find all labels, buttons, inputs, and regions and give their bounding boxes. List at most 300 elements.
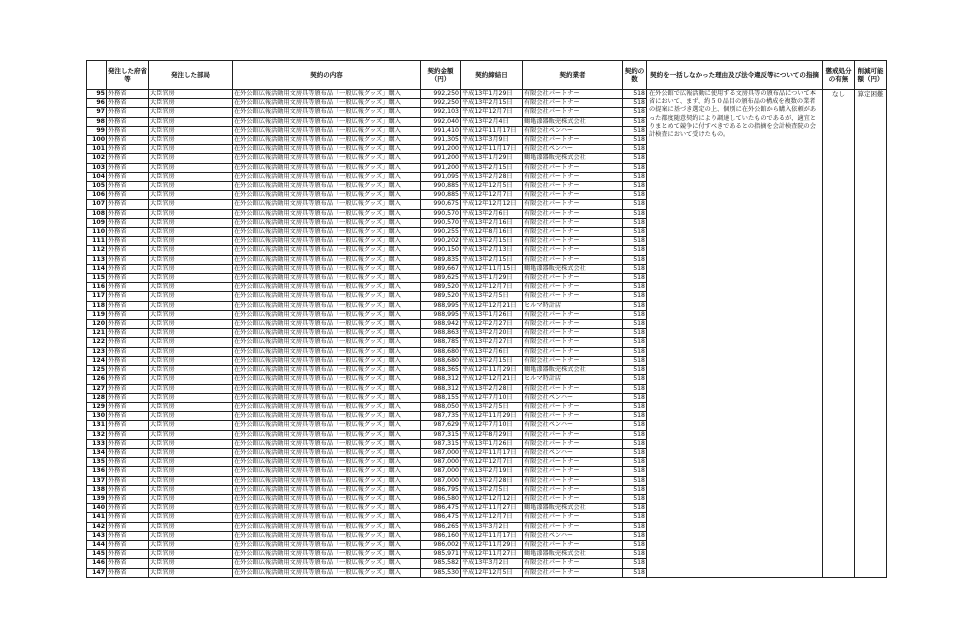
row-number: 141 xyxy=(87,513,107,522)
vendor-cell: 有限会社パートナー xyxy=(523,255,623,264)
vendor-cell: 鶴亀漆器販売株式会社 xyxy=(523,550,623,559)
ministry-cell: 外務省 xyxy=(107,136,149,145)
date-cell: 平成12年2月27日 xyxy=(461,320,523,329)
date-cell: 平成12年11月27日 xyxy=(461,504,523,513)
count-cell: 518 xyxy=(623,191,647,200)
bureau-cell: 大臣官房 xyxy=(149,494,233,503)
ministry-cell: 外務省 xyxy=(107,366,149,375)
date-cell: 平成12年8月29日 xyxy=(461,430,523,439)
content-cell: 在外公館広報活動用文房具等頒布品「一般広報グッズ」購入 xyxy=(233,200,421,209)
vendor-cell: 有限会社パートナー xyxy=(523,90,623,99)
ministry-cell: 外務省 xyxy=(107,568,149,577)
content-cell: 在外公館広報活動用文房具等頒布品「一般広報グッズ」購入 xyxy=(233,513,421,522)
bureau-cell: 大臣官房 xyxy=(149,292,233,301)
vendor-cell: 有限会社パートナー xyxy=(523,108,623,117)
row-number: 110 xyxy=(87,228,107,237)
vendor-cell: 鶴亀漆器販売株式会社 xyxy=(523,264,623,273)
row-number: 135 xyxy=(87,458,107,467)
table-row xyxy=(87,90,887,99)
date-cell: 平成13年2月6日 xyxy=(461,347,523,356)
amount-cell: 988,995 xyxy=(421,301,461,310)
ministry-cell: 外務省 xyxy=(107,237,149,246)
date-cell: 平成13年2月16日 xyxy=(461,218,523,227)
content-cell: 在外公館広報活動用文房具等頒布品「一般広報グッズ」購入 xyxy=(233,246,421,255)
date-cell: 平成13年2月28日 xyxy=(461,172,523,181)
date-cell: 平成12年12月7日 xyxy=(461,108,523,117)
content-cell: 在外公館広報活動用文房具等頒布品「一般広報グッズ」購入 xyxy=(233,458,421,467)
row-number: 102 xyxy=(87,154,107,163)
content-cell: 在外公館広報活動用文房具等頒布品「一般広報グッズ」購入 xyxy=(233,375,421,384)
count-cell: 518 xyxy=(623,439,647,448)
count-cell: 518 xyxy=(623,283,647,292)
amount-cell: 988,680 xyxy=(421,347,461,356)
date-cell: 平成12年8月16日 xyxy=(461,228,523,237)
row-number: 112 xyxy=(87,246,107,255)
bureau-cell: 大臣官房 xyxy=(149,329,233,338)
vendor-cell: 有限会社ペンハー xyxy=(523,531,623,540)
amount-cell: 987,000 xyxy=(421,448,461,457)
count-cell: 518 xyxy=(623,320,647,329)
bureau-cell: 大臣官房 xyxy=(149,246,233,255)
content-cell: 在外公館広報活動用文房具等頒布品「一般広報グッズ」購入 xyxy=(233,393,421,402)
content-cell: 在外公館広報活動用文房具等頒布品「一般広報グッズ」購入 xyxy=(233,338,421,347)
vendor-cell: 有限会社パートナー xyxy=(523,540,623,549)
amount-cell: 988,680 xyxy=(421,356,461,365)
amount-cell: 990,570 xyxy=(421,218,461,227)
ministry-cell: 外務省 xyxy=(107,421,149,430)
header-punishment: 懲戒処分の有無 xyxy=(823,61,855,90)
date-cell: 平成12年12月7日 xyxy=(461,191,523,200)
reason-note: 在外公館で広報活動に使用する文房具等の頒布品について本省において、まず、約５０品目の頒布品の構成を複数の業者の提案に基づき選定の上、個別に在外公館から購入依頼があった都度随意契約により調達していたものであるが、適宜とりまとめて競争に付すべきであるとの指摘を会計検査院の会計検査において受けたもの。 xyxy=(647,90,823,578)
header-date: 契約締結日 xyxy=(461,61,523,90)
row-number: 105 xyxy=(87,182,107,191)
amount-cell: 992,103 xyxy=(421,108,461,117)
amount-cell: 988,365 xyxy=(421,366,461,375)
amount-cell: 987,315 xyxy=(421,430,461,439)
row-number: 119 xyxy=(87,310,107,319)
content-cell: 在外公館広報活動用文房具等頒布品「一般広報グッズ」購入 xyxy=(233,439,421,448)
content-cell: 在外公館広報活動用文房具等頒布品「一般広報グッズ」購入 xyxy=(233,448,421,457)
ministry-cell: 外務省 xyxy=(107,126,149,135)
amount-cell: 987,629 xyxy=(421,421,461,430)
ministry-cell: 外務省 xyxy=(107,531,149,540)
ministry-cell: 外務省 xyxy=(107,393,149,402)
content-cell: 在外公館広報活動用文房具等頒布品「一般広報グッズ」購入 xyxy=(233,136,421,145)
bureau-cell: 大臣官房 xyxy=(149,458,233,467)
content-cell: 在外公館広報活動用文房具等頒布品「一般広報グッズ」購入 xyxy=(233,108,421,117)
bureau-cell: 大臣官房 xyxy=(149,412,233,421)
content-cell: 在外公館広報活動用文房具等頒布品「一般広報グッズ」購入 xyxy=(233,191,421,200)
content-cell: 在外公館広報活動用文房具等頒布品「一般広報グッズ」購入 xyxy=(233,237,421,246)
content-cell: 在外公館広報活動用文房具等頒布品「一般広報グッズ」購入 xyxy=(233,485,421,494)
row-number: 109 xyxy=(87,218,107,227)
ministry-cell: 外務省 xyxy=(107,163,149,172)
count-cell: 518 xyxy=(623,531,647,540)
bureau-cell: 大臣官房 xyxy=(149,136,233,145)
amount-cell: 991,200 xyxy=(421,163,461,172)
amount-cell: 986,475 xyxy=(421,513,461,522)
count-cell: 518 xyxy=(623,200,647,209)
count-cell: 518 xyxy=(623,467,647,476)
vendor-cell: 有限会社パートナー xyxy=(523,191,623,200)
count-cell: 518 xyxy=(623,384,647,393)
bureau-cell: 大臣官房 xyxy=(149,274,233,283)
bureau-cell: 大臣官房 xyxy=(149,485,233,494)
ministry-cell: 外務省 xyxy=(107,218,149,227)
row-number: 95 xyxy=(87,90,107,99)
vendor-cell: 有限会社パートナー xyxy=(523,329,623,338)
date-cell: 平成13年1月29日 xyxy=(461,274,523,283)
vendor-cell: 有限会社ペンハー xyxy=(523,145,623,154)
amount-cell: 986,002 xyxy=(421,540,461,549)
date-cell: 平成12年7月10日 xyxy=(461,393,523,402)
ministry-cell: 外務省 xyxy=(107,504,149,513)
vendor-cell: 有限会社パートナー xyxy=(523,99,623,108)
count-cell: 518 xyxy=(623,494,647,503)
vendor-cell: ヒルマ時計店 xyxy=(523,301,623,310)
bureau-cell: 大臣官房 xyxy=(149,504,233,513)
count-cell: 518 xyxy=(623,430,647,439)
header-content: 契約の内容 xyxy=(233,61,421,90)
bureau-cell: 大臣官房 xyxy=(149,145,233,154)
amount-cell: 992,250 xyxy=(421,90,461,99)
count-cell: 518 xyxy=(623,108,647,117)
content-cell: 在外公館広報活動用文房具等頒布品「一般広報グッズ」購入 xyxy=(233,412,421,421)
ministry-cell: 外務省 xyxy=(107,301,149,310)
bureau-cell: 大臣官房 xyxy=(149,320,233,329)
vendor-cell: 有限会社パートナー xyxy=(523,347,623,356)
bureau-cell: 大臣官房 xyxy=(149,513,233,522)
date-cell: 平成13年1月26日 xyxy=(461,439,523,448)
vendor-cell: 有限会社パートナー xyxy=(523,200,623,209)
amount-cell: 985,582 xyxy=(421,559,461,568)
contract-sheet xyxy=(86,60,886,578)
vendor-cell: 有限会社パートナー xyxy=(523,182,623,191)
row-number: 145 xyxy=(87,550,107,559)
vendor-cell: 有限会社パートナー xyxy=(523,467,623,476)
ministry-cell: 外務省 xyxy=(107,412,149,421)
table-body xyxy=(87,90,887,578)
header-count: 契約の数 xyxy=(623,61,647,90)
date-cell: 平成13年2月13日 xyxy=(461,246,523,255)
date-cell: 平成12年11月29日 xyxy=(461,540,523,549)
content-cell: 在外公館広報活動用文房具等頒布品「一般広報グッズ」購入 xyxy=(233,264,421,273)
ministry-cell: 外務省 xyxy=(107,200,149,209)
row-number: 138 xyxy=(87,485,107,494)
ministry-cell: 外務省 xyxy=(107,108,149,117)
amount-cell: 986,160 xyxy=(421,531,461,540)
ministry-cell: 外務省 xyxy=(107,494,149,503)
date-cell: 平成13年2月20日 xyxy=(461,329,523,338)
content-cell: 在外公館広報活動用文房具等頒布品「一般広報グッズ」購入 xyxy=(233,301,421,310)
row-number: 140 xyxy=(87,504,107,513)
count-cell: 518 xyxy=(623,448,647,457)
ministry-cell: 外務省 xyxy=(107,430,149,439)
vendor-cell: 有限会社パートナー xyxy=(523,218,623,227)
amount-cell: 991,305 xyxy=(421,136,461,145)
vendor-cell: 有限会社パートナー xyxy=(523,412,623,421)
row-number: 142 xyxy=(87,522,107,531)
count-cell: 518 xyxy=(623,375,647,384)
row-number: 115 xyxy=(87,274,107,283)
header-bureau: 発注した部局 xyxy=(149,61,233,90)
content-cell: 在外公館広報活動用文房具等頒布品「一般広報グッズ」購入 xyxy=(233,531,421,540)
ministry-cell: 外務省 xyxy=(107,356,149,365)
table-header-row xyxy=(87,61,887,90)
ministry-cell: 外務省 xyxy=(107,375,149,384)
count-cell: 518 xyxy=(623,504,647,513)
count-cell: 518 xyxy=(623,485,647,494)
bureau-cell: 大臣官房 xyxy=(149,356,233,365)
amount-cell: 985,530 xyxy=(421,568,461,577)
date-cell: 平成12年12月5日 xyxy=(461,182,523,191)
row-number: 108 xyxy=(87,209,107,218)
bureau-cell: 大臣官房 xyxy=(149,338,233,347)
row-number: 147 xyxy=(87,568,107,577)
content-cell: 在外公館広報活動用文房具等頒布品「一般広報グッズ」購入 xyxy=(233,356,421,365)
count-cell: 518 xyxy=(623,329,647,338)
count-cell: 518 xyxy=(623,522,647,531)
bureau-cell: 大臣官房 xyxy=(149,99,233,108)
bureau-cell: 大臣官房 xyxy=(149,439,233,448)
content-cell: 在外公館広報活動用文房具等頒布品「一般広報グッズ」購入 xyxy=(233,559,421,568)
count-cell: 518 xyxy=(623,99,647,108)
amount-cell: 990,675 xyxy=(421,200,461,209)
bureau-cell: 大臣官房 xyxy=(149,301,233,310)
ministry-cell: 外務省 xyxy=(107,209,149,218)
bureau-cell: 大臣官房 xyxy=(149,283,233,292)
ministry-cell: 外務省 xyxy=(107,292,149,301)
date-cell: 平成13年2月15日 xyxy=(461,255,523,264)
row-number: 129 xyxy=(87,402,107,411)
bureau-cell: 大臣官房 xyxy=(149,366,233,375)
date-cell: 平成12年12月21日 xyxy=(461,375,523,384)
date-cell: 平成12年11月17日 xyxy=(461,531,523,540)
content-cell: 在外公館広報活動用文房具等頒布品「一般広報グッズ」購入 xyxy=(233,292,421,301)
row-number: 113 xyxy=(87,255,107,264)
row-number: 139 xyxy=(87,494,107,503)
amount-cell: 988,785 xyxy=(421,338,461,347)
header-vendor: 契約業者 xyxy=(523,61,623,90)
ministry-cell: 外務省 xyxy=(107,522,149,531)
bureau-cell: 大臣官房 xyxy=(149,154,233,163)
date-cell: 平成13年2月4日 xyxy=(461,117,523,126)
content-cell: 在外公館広報活動用文房具等頒布品「一般広報グッズ」購入 xyxy=(233,209,421,218)
content-cell: 在外公館広報活動用文房具等頒布品「一般広報グッズ」購入 xyxy=(233,467,421,476)
date-cell: 平成12年11月29日 xyxy=(461,412,523,421)
ministry-cell: 外務省 xyxy=(107,283,149,292)
bureau-cell: 大臣官房 xyxy=(149,550,233,559)
date-cell: 平成13年2月6日 xyxy=(461,209,523,218)
content-cell: 在外公館広報活動用文房具等頒布品「一般広報グッズ」購入 xyxy=(233,494,421,503)
ministry-cell: 外務省 xyxy=(107,540,149,549)
vendor-cell: 有限会社パートナー xyxy=(523,338,623,347)
count-cell: 518 xyxy=(623,182,647,191)
amount-cell: 989,625 xyxy=(421,274,461,283)
date-cell: 平成13年2月5日 xyxy=(461,485,523,494)
amount-cell: 992,250 xyxy=(421,99,461,108)
vendor-cell: 有限会社パートナー xyxy=(523,310,623,319)
row-number: 133 xyxy=(87,439,107,448)
content-cell: 在外公館広報活動用文房具等頒布品「一般広報グッズ」購入 xyxy=(233,163,421,172)
bureau-cell: 大臣官房 xyxy=(149,559,233,568)
content-cell: 在外公館広報活動用文房具等頒布品「一般広報グッズ」購入 xyxy=(233,228,421,237)
reducible-cell: 算定困難 xyxy=(855,90,887,578)
count-cell: 518 xyxy=(623,218,647,227)
vendor-cell: 有限会社ペンハー xyxy=(523,448,623,457)
row-number: 122 xyxy=(87,338,107,347)
date-cell: 平成12年11月17日 xyxy=(461,145,523,154)
count-cell: 518 xyxy=(623,458,647,467)
content-cell: 在外公館広報活動用文房具等頒布品「一般広報グッズ」購入 xyxy=(233,402,421,411)
vendor-cell: 有限会社パートナー xyxy=(523,513,623,522)
count-cell: 518 xyxy=(623,540,647,549)
date-cell: 平成13年1月29日 xyxy=(461,154,523,163)
count-cell: 518 xyxy=(623,402,647,411)
vendor-cell: 有限会社パートナー xyxy=(523,485,623,494)
row-number: 146 xyxy=(87,559,107,568)
content-cell: 在外公館広報活動用文房具等頒布品「一般広報グッズ」購入 xyxy=(233,283,421,292)
vendor-cell: 有限会社パートナー xyxy=(523,246,623,255)
header-ministry: 発注した府省等 xyxy=(107,61,149,90)
ministry-cell: 外務省 xyxy=(107,264,149,273)
bureau-cell: 大臣官房 xyxy=(149,200,233,209)
bureau-cell: 大臣官房 xyxy=(149,172,233,181)
row-number: 106 xyxy=(87,191,107,200)
count-cell: 518 xyxy=(623,209,647,218)
count-cell: 518 xyxy=(623,421,647,430)
content-cell: 在外公館広報活動用文房具等頒布品「一般広報グッズ」購入 xyxy=(233,99,421,108)
count-cell: 518 xyxy=(623,90,647,99)
ministry-cell: 外務省 xyxy=(107,246,149,255)
date-cell: 平成13年3月9日 xyxy=(461,136,523,145)
row-number: 128 xyxy=(87,393,107,402)
vendor-cell: 鶴亀漆器販売株式会社 xyxy=(523,366,623,375)
ministry-cell: 外務省 xyxy=(107,117,149,126)
count-cell: 518 xyxy=(623,393,647,402)
content-cell: 在外公館広報活動用文房具等頒布品「一般広報グッズ」購入 xyxy=(233,90,421,99)
vendor-cell: 有限会社パートナー xyxy=(523,430,623,439)
count-cell: 518 xyxy=(623,412,647,421)
ministry-cell: 外務省 xyxy=(107,485,149,494)
bureau-cell: 大臣官房 xyxy=(149,126,233,135)
date-cell: 平成13年2月15日 xyxy=(461,356,523,365)
vendor-cell: 有限会社パートナー xyxy=(523,172,623,181)
vendor-cell: 有限会社パートナー xyxy=(523,356,623,365)
row-number: 130 xyxy=(87,412,107,421)
date-cell: 平成12年11月17日 xyxy=(461,126,523,135)
count-cell: 518 xyxy=(623,117,647,126)
amount-cell: 987,735 xyxy=(421,412,461,421)
row-number: 136 xyxy=(87,467,107,476)
date-cell: 平成12年12月7日 xyxy=(461,513,523,522)
date-cell: 平成13年1月26日 xyxy=(461,310,523,319)
date-cell: 平成12年11月27日 xyxy=(461,550,523,559)
vendor-cell: 有限会社パートナー xyxy=(523,476,623,485)
vendor-cell: 有限会社パートナー xyxy=(523,163,623,172)
row-number: 124 xyxy=(87,356,107,365)
content-cell: 在外公館広報活動用文房具等頒布品「一般広報グッズ」購入 xyxy=(233,126,421,135)
ministry-cell: 外務省 xyxy=(107,255,149,264)
count-cell: 518 xyxy=(623,255,647,264)
amount-cell: 985,971 xyxy=(421,550,461,559)
vendor-cell: 有限会社パートナー xyxy=(523,136,623,145)
header-no xyxy=(87,61,107,90)
row-number: 143 xyxy=(87,531,107,540)
date-cell: 平成13年3月2日 xyxy=(461,559,523,568)
bureau-cell: 大臣官房 xyxy=(149,228,233,237)
amount-cell: 989,835 xyxy=(421,255,461,264)
bureau-cell: 大臣官房 xyxy=(149,237,233,246)
content-cell: 在外公館広報活動用文房具等頒布品「一般広報グッズ」購入 xyxy=(233,347,421,356)
vendor-cell: 有限会社パートナー xyxy=(523,320,623,329)
ministry-cell: 外務省 xyxy=(107,329,149,338)
ministry-cell: 外務省 xyxy=(107,182,149,191)
date-cell: 平成12年12月7日 xyxy=(461,458,523,467)
amount-cell: 986,795 xyxy=(421,485,461,494)
ministry-cell: 外務省 xyxy=(107,145,149,154)
bureau-cell: 大臣官房 xyxy=(149,218,233,227)
content-cell: 在外公館広報活動用文房具等頒布品「一般広報グッズ」購入 xyxy=(233,172,421,181)
content-cell: 在外公館広報活動用文房具等頒布品「一般広報グッズ」購入 xyxy=(233,274,421,283)
vendor-cell: 有限会社ペンハー xyxy=(523,421,623,430)
vendor-cell: 有限会社ペンハー xyxy=(523,393,623,402)
date-cell: 平成12年7月10日 xyxy=(461,421,523,430)
bureau-cell: 大臣官房 xyxy=(149,209,233,218)
amount-cell: 986,265 xyxy=(421,522,461,531)
amount-cell: 991,095 xyxy=(421,172,461,181)
bureau-cell: 大臣官房 xyxy=(149,264,233,273)
vendor-cell: 有限会社パートナー xyxy=(523,458,623,467)
count-cell: 518 xyxy=(623,237,647,246)
row-number: 114 xyxy=(87,264,107,273)
bureau-cell: 大臣官房 xyxy=(149,117,233,126)
bureau-cell: 大臣官房 xyxy=(149,531,233,540)
ministry-cell: 外務省 xyxy=(107,384,149,393)
date-cell: 平成12年11月29日 xyxy=(461,366,523,375)
amount-cell: 988,995 xyxy=(421,310,461,319)
contract-table xyxy=(86,60,887,578)
count-cell: 518 xyxy=(623,228,647,237)
count-cell: 518 xyxy=(623,356,647,365)
vendor-cell: 有限会社パートナー xyxy=(523,292,623,301)
count-cell: 518 xyxy=(623,476,647,485)
vendor-cell: ヒルマ時計店 xyxy=(523,375,623,384)
vendor-cell: 鶴亀漆器販売株式会社 xyxy=(523,117,623,126)
content-cell: 在外公館広報活動用文房具等頒布品「一般広報グッズ」購入 xyxy=(233,320,421,329)
row-number: 97 xyxy=(87,108,107,117)
amount-cell: 991,200 xyxy=(421,154,461,163)
bureau-cell: 大臣官房 xyxy=(149,191,233,200)
row-number: 103 xyxy=(87,163,107,172)
ministry-cell: 外務省 xyxy=(107,439,149,448)
count-cell: 518 xyxy=(623,145,647,154)
count-cell: 518 xyxy=(623,126,647,135)
bureau-cell: 大臣官房 xyxy=(149,476,233,485)
row-number: 118 xyxy=(87,301,107,310)
date-cell: 平成12年12月7日 xyxy=(461,283,523,292)
amount-cell: 988,863 xyxy=(421,329,461,338)
count-cell: 518 xyxy=(623,154,647,163)
amount-cell: 990,202 xyxy=(421,237,461,246)
ministry-cell: 外務省 xyxy=(107,559,149,568)
vendor-cell: 鶴亀漆器販売株式会社 xyxy=(523,504,623,513)
row-number: 96 xyxy=(87,99,107,108)
vendor-cell: 有限会社パートナー xyxy=(523,274,623,283)
amount-cell: 988,050 xyxy=(421,402,461,411)
bureau-cell: 大臣官房 xyxy=(149,182,233,191)
date-cell: 平成13年2月5日 xyxy=(461,292,523,301)
